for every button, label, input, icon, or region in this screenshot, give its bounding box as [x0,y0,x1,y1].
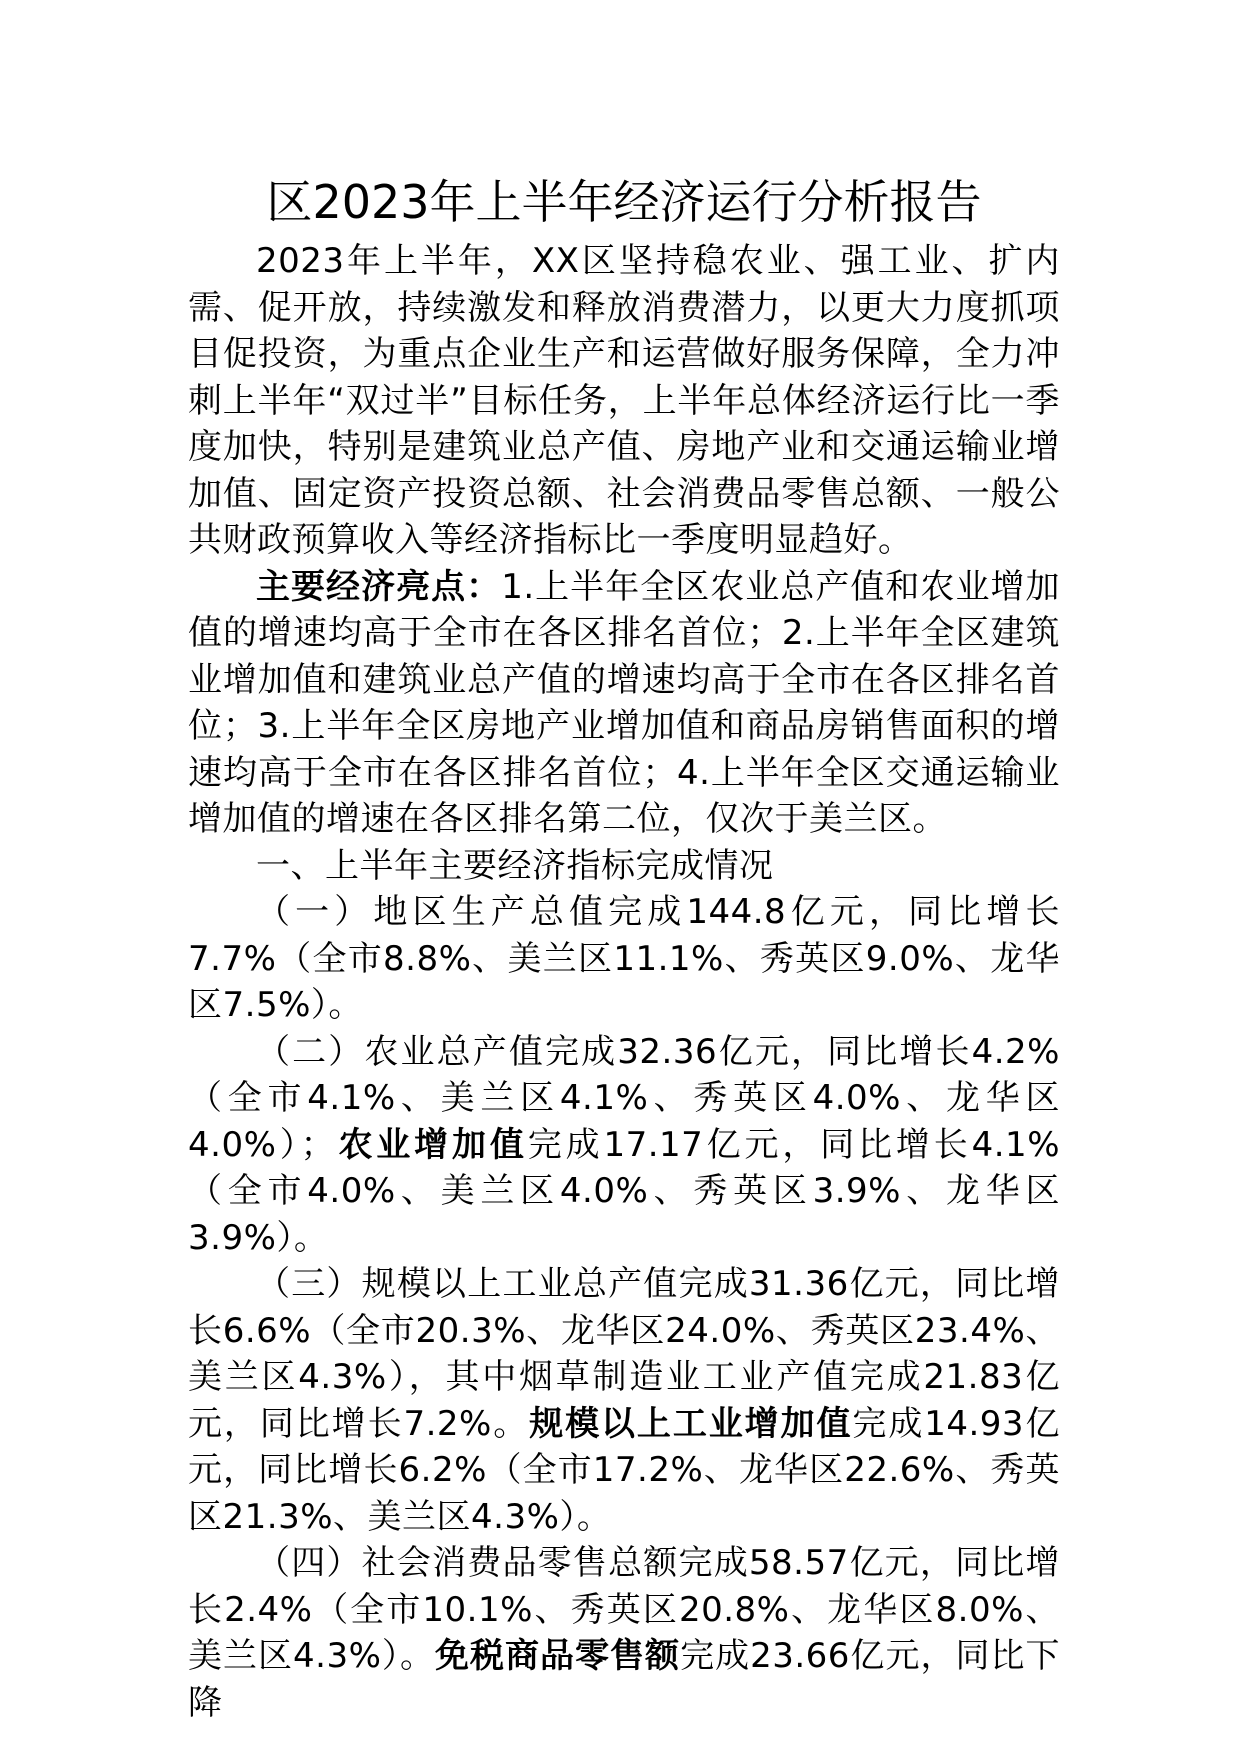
item-agriculture [188,1029,1060,1262]
item-industry-text-a: （三）规模以上工业总产值完成31.36亿元，同比增长6.6%（全市20.3%、龙华区24.0%、秀英区23.4%、美兰区4.3%），其中烟草制造业工业产值完成21.83亿元，同比增长7.2%。 [188,1264,1060,1444]
highlights-paragraph [188,564,1060,843]
item-retail-text-b: 完成23.66亿元，同比下降 [188,1636,1060,1723]
document-page [188,172,1060,1726]
section-heading [188,843,1060,890]
item-industry-text-b: 完成14.93亿元，同比增长6.2%（全市17.2%、龙华区22.6%、秀英区21.3%、美兰区4.3%）。 [188,1403,1060,1537]
item-agriculture-text-a: （二）农业总产值完成32.36亿元，同比增长4.2%（全市4.1%、美兰区4.1%、秀英区4.0%、龙华区4.0%）； [188,1031,1060,1165]
item-agriculture-text-b: 完成17.17亿元，同比增长4.1%（全市4.0%、美兰区4.0%、秀英区3.9%、龙华区3.9%）。 [188,1124,1060,1258]
intro-paragraph [188,238,1060,564]
item-retail-text-a: （四）社会消费品零售总额完成58.57亿元，同比增长2.4%（全市10.1%、秀英区20.8%、龙华区8.0%、美兰区4.3%）。 [188,1543,1060,1676]
item-industry-bold: 规模以上工业增加值 [529,1403,853,1444]
document-title: 区2023年上半年经济运行分析报告 [266,175,982,229]
item-gdp-text: （一）地区生产总值完成144.8亿元，同比增长7.7%（全市8.8%、美兰区11.1%、秀英区9.0%、龙华区7.5%）。 [188,892,1060,1025]
highlights-label: 主要经济亮点： [256,566,502,607]
intro-text: 2023年上半年，XX区坚持稳农业、强工业、扩内需、促开放，持续激发和释放消费潜力，以更大力度抓项目促投资，为重点企业生产和运营做好服务保障，全力冲刺上半年“双过半”目标任务，上半年总体经济运行比一季度加快，特别是建筑业总产值、房地产业和交通运输业增加值、固定资产投资总额、社会消费品零售总额、一般公共财政预算收入等经济指标比一季度明显趋好。 [188,241,1060,560]
item-retail-bold: 免税商品零售额 [434,1636,681,1676]
item-industry [188,1261,1060,1540]
section-heading-text: 一、上半年主要经济指标完成情况 [256,845,774,886]
item-gdp [188,889,1060,1029]
item-agriculture-bold: 农业增加值 [335,1124,528,1165]
highlights-text: 1.上半年全区农业总产值和农业增加值的增速均高于全市在各区排名首位；2.上半年全区建筑业增加值和建筑业总产值的增速均高于全市在各区排名首位；3.上半年全区房地产业增加值和商品房销售面积的增速均高于全市在各区排名首位；4.上半年全区交通运输业增加值的增速在各区排名第二位，仅次于美兰区。 [188,566,1060,839]
item-retail [188,1540,1060,1726]
